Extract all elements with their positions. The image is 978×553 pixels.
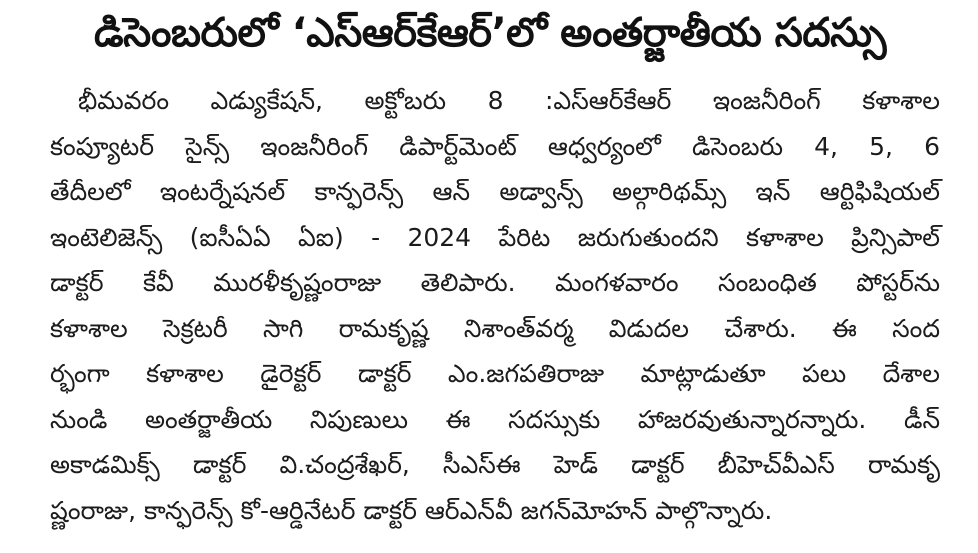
article-line-6: కళాశాల సెక్రటరీ సాగి రామకృష్ణ నిశాంత్‌వర్మ విడుదల చేశారు. ఈ సంద xyxy=(50,313,940,343)
article-line-1: భీమవరం ఎడ్యుకేషన్, అక్టోబరు 8 :ఎస్ఆర్‌కేఆర్ ఇంజనీరింగ్ కళాశాల xyxy=(78,86,940,115)
article-line-7: ర్భంగా కళాశాల డైరెక్టర్ డాక్టర్ ఎం.జగపతిరాజు మాట్లాడుతూ పలు దేశాల xyxy=(50,359,940,388)
article-line-3: తేదీలలో ఇంటర్నేషనల్ కాన్ఫరెన్స్ ఆన్ అడ్వాన్స్ అల్గారిథమ్స్ ఇన్ ఆర్టిఫిషియల్ xyxy=(50,177,940,206)
article-headline: డిసెంబరులో ‘ఎస్ఆర్‌కేఆర్’లో అంతర్జాతీయ సదస్సు xyxy=(93,10,886,56)
article-line-2: కంప్యూటర్ సైన్స్ ఇంజనీరింగ్ డిపార్ట్‌మెంట్ ఆధ్వర్యంలో డిసెంబరు 4, 5, 6 xyxy=(50,131,940,161)
article-line-8: నుండి అంతర్జాతీయ నిపుణులు ఈ సదస్సుకు హాజరవుతున్నారన్నారు. డీన్ xyxy=(50,404,940,434)
article-line-4: ఇంటెలిజెన్స్ (ఐసీఏఏ ఏఐ) - 2024 పేరిట జరుగుతుందని కళాశాల ప్రిన్సిపాల్ xyxy=(50,222,940,252)
article-line-5: డాక్టర్ కేవీ మురళీకృష్ణంరాజు తెలిపారు. మంగళవారం సంబంధిత పోస్టర్‌ను xyxy=(50,268,940,297)
article-line-9: అకాడమిక్స్ డాక్టర్ వి.చంద్రశేఖర్, సీఎస్ఈ హెడ్ డాక్టర్ బీహెచ్‌వీఎస్ రామకృ xyxy=(50,450,940,479)
article-line-10: ష్ణంరాజు, కాన్ఫరెన్స్ కో-ఆర్డినేటర్ డాక్టర్ ఆర్ఎన్‌వీ జగన్‌మోహన్ పాల్గొన్నారు. xyxy=(50,495,773,525)
article-body xyxy=(50,78,940,533)
